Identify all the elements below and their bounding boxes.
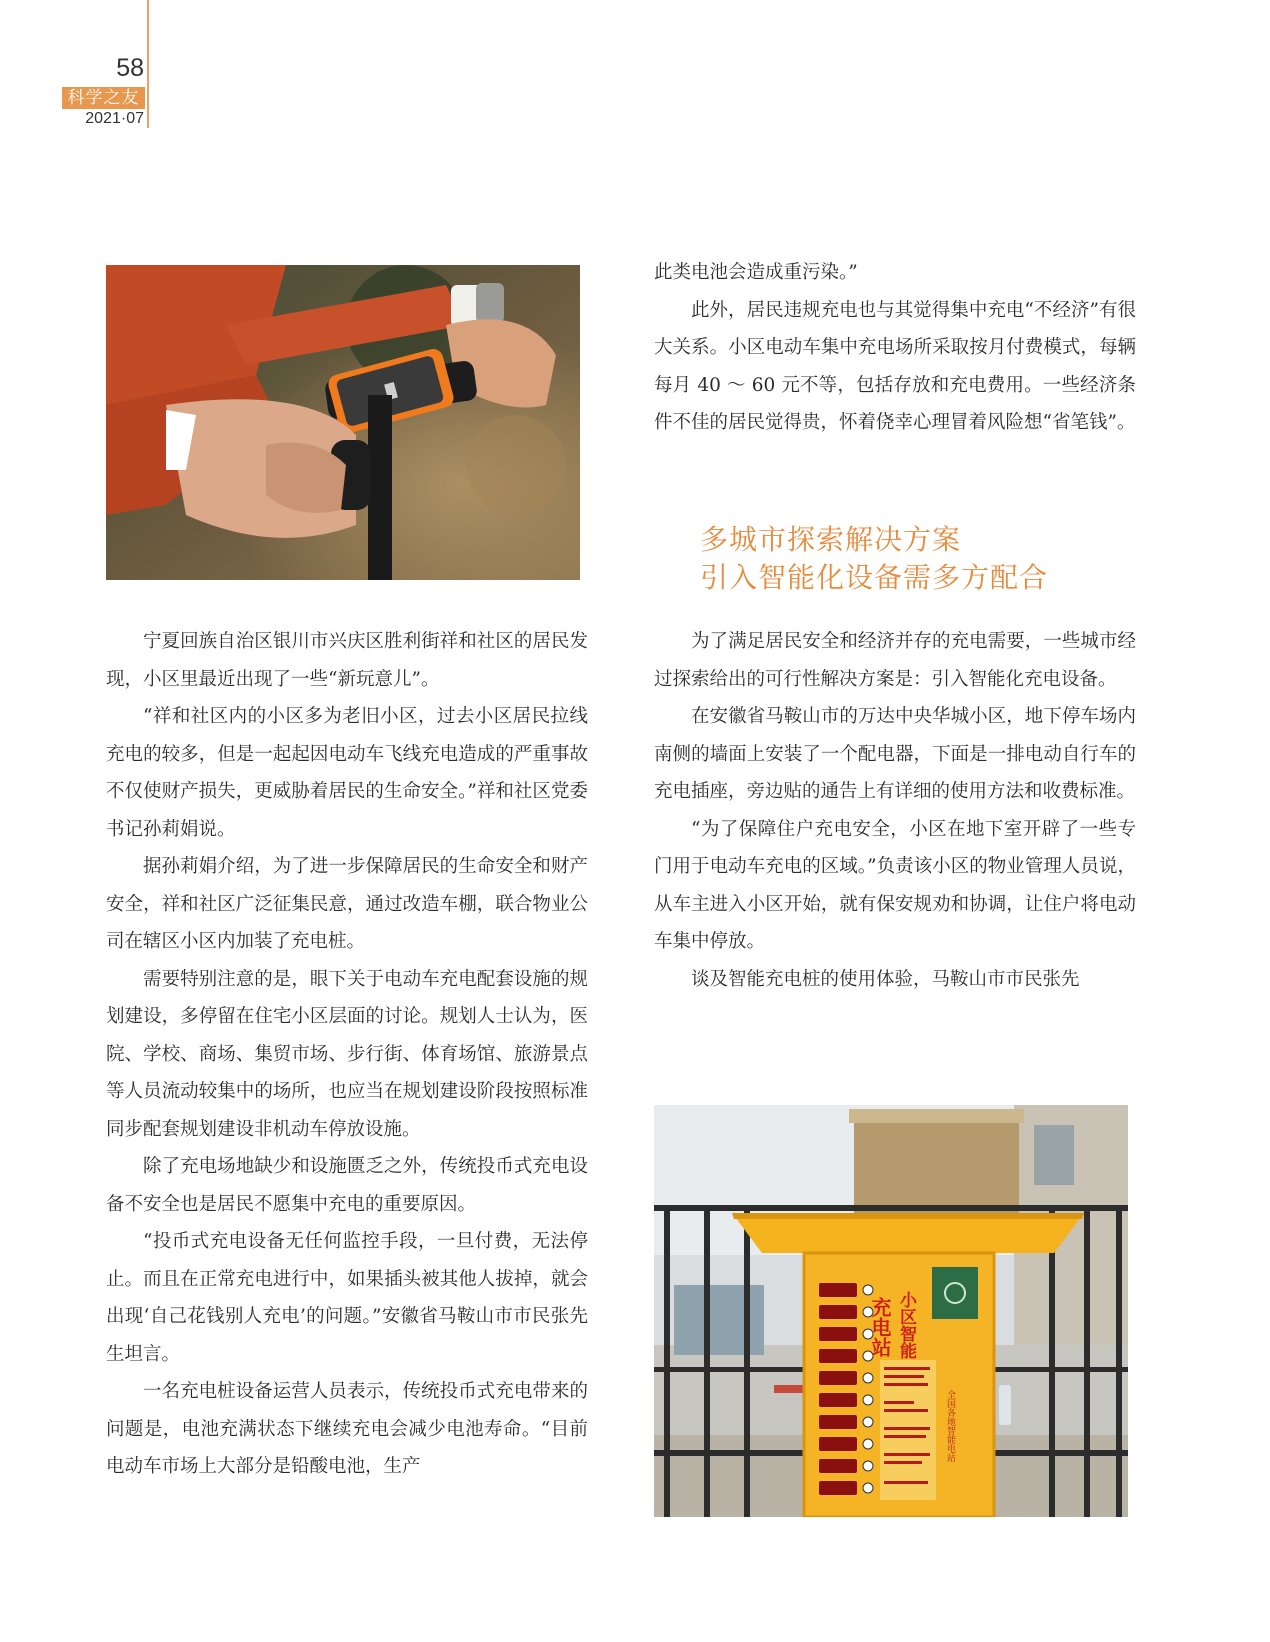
magazine-name: 科学之友 <box>62 87 145 109</box>
left-paragraph: 需要特别注意的是，眼下关于电动车充电配套设施的规划建设，多停留在住宅小区层面的讨论。规划人士认为，医院、学校、商场、集贸市场、步行街、体育场馆、旅游景点等人员流动较集中的场所，也应当在规划建设阶段按照标准同步配套规划建设非机动车停放设施。 <box>106 968 588 1140</box>
right-paragraph-continued: 此类电池会造成重污染。” <box>654 262 858 283</box>
left-paragraph: “祥和社区内的小区多为老旧小区，过去小区居民拉线充电的较多，但是一起起因电动车飞线充电造成的严重事故不仅使财产损失，更威胁着居民的生命安全。”祥和社区党委书记孙莉娟说。 <box>106 706 588 840</box>
right-bottom-column <box>654 623 1136 998</box>
page-number: 58 <box>116 54 144 82</box>
left-paragraph: 除了充电场地缺少和设施匮乏之外，传统投币式充电设备不安全也是居民不愿集中充电的重要原因。 <box>106 1156 588 1215</box>
right-paragraph: 在安徽省马鞍山市的万达中央华城小区，地下停车场内南侧的墙面上安装了一个配电器，下面是一排电动自行车的充电插座，旁边贴的通告上有详细的使用方法和收费标准。 <box>654 706 1136 802</box>
left-paragraph: 据孙莉娟介绍，为了进一步保障居民的生命安全和财产安全，祥和社区广泛征集民意，通过改造车棚，联合物业公司在辖区小区内加装了充电桩。 <box>106 856 588 952</box>
issue-date: 2021·07 <box>85 110 144 127</box>
right-paragraph: 此外，居民违规充电也与其觉得集中充电“不经济”有很大关系。小区电动车集中充电场所采取按月付费模式，每辆每月 40 ～ 60 元不等，包括存放和充电费用。一些经济条件不佳的居民觉得贵，怀着侥幸心理冒着风险想“省笔钱”。 <box>654 299 1136 433</box>
right-paragraph: “为了保障住户充电安全，小区在地下室开辟了一些专门用于电动车充电的区域。”负责该小区的物业管理人员说，从车主进入小区开始，就有保安规劝和协调，让住户将电动车集中停放。 <box>654 818 1136 952</box>
left-paragraph: 一名充电桩设备运营人员表示，传统投币式充电带来的问题是，电池充满状态下继续充电会减少电池寿命。“目前电动车市场上大部分是铅酸电池，生产 <box>106 1381 588 1477</box>
station-sign-side-text: 全国各地智能电站 <box>945 1390 955 1462</box>
left-paragraph: “投币式充电设备无任何监控手段，一旦付费，无法停止。而且在正常充电进行中，如果插头被其他人拔掉，就会出现‘自己花钱别人充电’的问题。”安徽省马鞍山市市民张先生坦言。 <box>106 1231 588 1365</box>
right-paragraph: 为了满足居民安全和经济并存的充电需要，一些城市经过探索给出的可行性解决方案是：引入智能化充电设备。 <box>654 631 1136 690</box>
header-divider <box>147 0 149 128</box>
right-top-column <box>654 254 1136 442</box>
left-paragraph: 宁夏回族自治区银川市兴庆区胜利街祥和社区的居民发现，小区里最近出现了一些“新玩意儿”。 <box>106 631 588 690</box>
left-column <box>106 623 588 1486</box>
section-heading-line2: 引入智能化设备需多方配合 <box>700 561 1049 594</box>
station-sign-subtitle: 小区智能 <box>896 1291 916 1359</box>
right-paragraph: 谈及智能充电桩的使用体验，马鞍山市市民张先 <box>691 968 1080 990</box>
section-heading <box>700 521 1048 597</box>
station-sign-title: 充电站 <box>868 1297 892 1357</box>
scooter-phone-photo <box>106 265 580 580</box>
charging-station-photo <box>654 1105 1128 1517</box>
section-heading-line1: 多城市探索解决方案 <box>700 523 962 556</box>
